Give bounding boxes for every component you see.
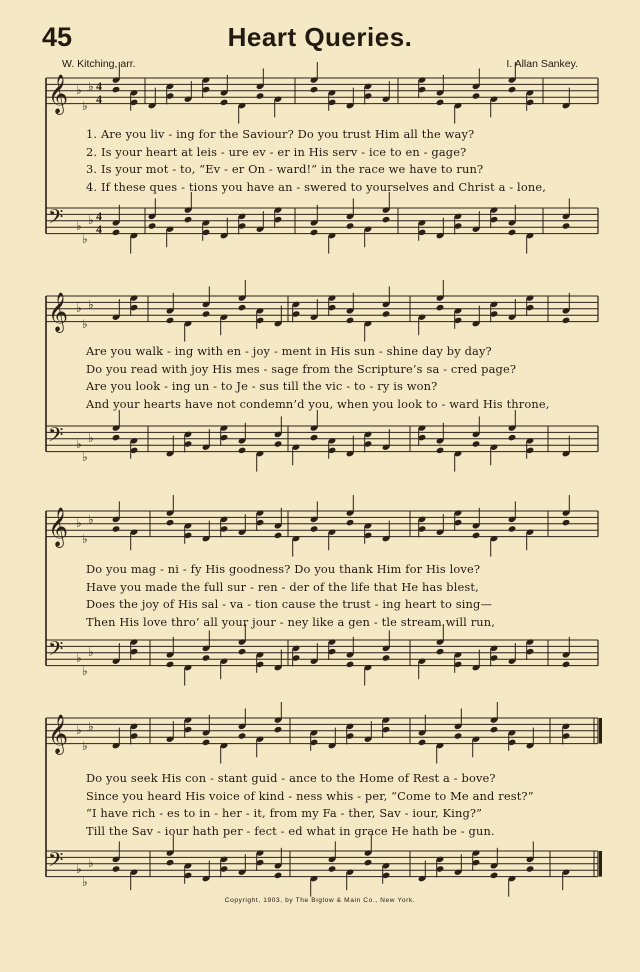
note-head xyxy=(256,92,265,99)
lyric-line: Since you heard His voice of kind - ness whis - per, “Come to Me and rest?” xyxy=(86,788,534,803)
note-head xyxy=(526,865,535,872)
note-head xyxy=(346,519,355,526)
flat-sign: ♭ xyxy=(88,430,94,445)
lyric-line: Do you seek His con - stant guid - ance to the Home of Rest a - bove? xyxy=(86,771,496,785)
note-head xyxy=(436,447,445,454)
note-head xyxy=(310,86,319,93)
treble-clef: 𝄞 xyxy=(48,714,69,754)
note-head xyxy=(346,222,355,229)
note-head xyxy=(274,726,283,733)
lyric-line: Do you mag - ni - fy His goodness? Do you thank Him for His love? xyxy=(86,562,481,576)
note-head xyxy=(346,661,355,668)
bass-clef: 𝄢 xyxy=(48,637,64,665)
note-head xyxy=(274,872,283,879)
note-head xyxy=(220,99,229,106)
flat-sign: ♭ xyxy=(76,515,82,530)
note-head xyxy=(454,732,463,739)
flat-sign: ♭ xyxy=(88,512,94,527)
lyric-line: Are you walk - ing with en - joy - ment in His sun - shine day by day? xyxy=(86,344,492,358)
note-head xyxy=(472,532,481,539)
lyric-line: Then His love thro’ all your jour - ney like a gen - tle stream will run, xyxy=(86,614,496,629)
note-head xyxy=(310,525,319,532)
note-head xyxy=(112,865,121,872)
note-head xyxy=(508,86,517,93)
treble-clef: 𝄞 xyxy=(48,74,69,114)
flat-sign: ♭ xyxy=(76,651,82,666)
note-head xyxy=(238,304,247,311)
lyric-line: Are you look - ing un - to Je - sus till the vic - to - ry is won? xyxy=(86,379,438,394)
lyric-line: Have you made the full sur - ren - der of the life that He has blest, xyxy=(86,579,479,594)
flat-sign: ♭ xyxy=(88,855,94,870)
lyric-line: 4. If these ques - tions you have an - swered to yourselves and Christ a - lone, xyxy=(86,179,546,194)
note-head xyxy=(112,229,121,236)
lyric-line: 1. Are you liv - ing for the Saviour? Do you trust Him all the way? xyxy=(86,127,475,141)
flat-sign: ♭ xyxy=(82,664,88,678)
composer-credit: I. Allan Sankey. xyxy=(506,58,578,70)
time-signature: 4 xyxy=(96,92,102,106)
note-head xyxy=(274,440,283,447)
note-head xyxy=(562,317,571,324)
note-head xyxy=(166,859,175,866)
flat-sign: ♭ xyxy=(76,437,82,452)
bass-clef: 𝄢 xyxy=(48,848,64,876)
flat-sign: ♭ xyxy=(76,219,82,234)
flat-sign: ♭ xyxy=(76,862,82,877)
lyric-line: 2. Is your heart at leis - ure ev - er in His serv - ice to en - gage? xyxy=(86,144,467,159)
flat-sign: ♭ xyxy=(82,450,88,464)
note-head xyxy=(508,525,517,532)
treble-clef: 𝄞 xyxy=(48,292,69,332)
note-head xyxy=(562,222,571,229)
note-head xyxy=(310,434,319,441)
note-head xyxy=(112,86,121,93)
note-head xyxy=(490,872,499,879)
note-head xyxy=(148,222,157,229)
arranger-credit: W. Kitching, arr. xyxy=(62,58,136,70)
note-head xyxy=(328,865,337,872)
lyric-line: And your hearts have not condemn’d you, when you look to - ward His throne, xyxy=(86,396,550,411)
note-head xyxy=(490,726,499,733)
note-head xyxy=(166,661,175,668)
note-head xyxy=(274,532,283,539)
flat-sign: ♭ xyxy=(82,316,88,331)
note-head xyxy=(202,310,211,317)
note-head xyxy=(436,304,445,311)
note-head xyxy=(472,92,481,99)
hymn-title: Heart Queries. xyxy=(227,22,413,52)
lyric-line: Till the Sav - iour hath per - fect - ed what in grace He hath be - gun. xyxy=(86,823,495,838)
note-head xyxy=(202,739,211,746)
note-head xyxy=(238,648,247,655)
lyric-line: Do you read with joy His mes - sage from the Scripture’s sa - cred page? xyxy=(86,361,517,376)
note-head xyxy=(382,310,391,317)
note-head xyxy=(166,519,175,526)
note-head xyxy=(508,434,517,441)
note-head xyxy=(382,654,391,661)
note-head xyxy=(346,317,355,324)
note-head xyxy=(508,229,517,236)
note-head xyxy=(238,447,247,454)
note-head xyxy=(202,654,211,661)
flat-sign: ♭ xyxy=(82,531,88,546)
final-bar-thick xyxy=(599,718,602,744)
flat-sign: ♭ xyxy=(88,644,94,659)
note-head xyxy=(310,229,319,236)
note-head xyxy=(472,440,481,447)
note-head xyxy=(418,739,427,746)
flat-sign: ♭ xyxy=(82,738,88,753)
flat-sign: ♭ xyxy=(76,722,82,737)
flat-sign: ♭ xyxy=(82,875,88,889)
flat-sign: ♭ xyxy=(82,232,88,246)
flat-sign: ♭ xyxy=(88,212,94,227)
note-head xyxy=(238,732,247,739)
treble-clef: 𝄞 xyxy=(48,507,69,547)
note-head xyxy=(112,434,121,441)
note-head xyxy=(436,648,445,655)
time-signature: 4 xyxy=(96,209,102,223)
note-head xyxy=(436,99,445,106)
note-head xyxy=(382,216,391,223)
note-head xyxy=(562,519,571,526)
bass-clef: 𝄢 xyxy=(48,423,64,451)
lyric-line: “I have rich - es to in - her - it, from my Fa - ther, Sav - iour, King?” xyxy=(86,806,483,821)
hymn-number: 45 xyxy=(42,22,73,52)
note-head xyxy=(184,216,193,223)
lyric-line: Does the joy of His sal - va - tion cause the trust - ing heart to sing— xyxy=(86,597,493,612)
copyright-notice: Copyright, 1903, by The Biglow & Main Co., New York. xyxy=(224,897,416,904)
flat-sign: ♭ xyxy=(88,79,94,94)
time-signature: 4 xyxy=(96,222,102,236)
note-head xyxy=(112,525,121,532)
note-head xyxy=(562,661,571,668)
flat-sign: ♭ xyxy=(88,719,94,734)
final-bar-thick xyxy=(599,851,602,877)
time-signature: 4 xyxy=(96,79,102,93)
note-head xyxy=(364,859,373,866)
lyric-line: 3. Is your mot - to, “Ev - er On - ward!” in the race we have to run? xyxy=(86,162,484,177)
flat-sign: ♭ xyxy=(76,300,82,315)
bass-clef: 𝄢 xyxy=(48,205,64,233)
flat-sign: ♭ xyxy=(82,98,88,113)
flat-sign: ♭ xyxy=(88,297,94,312)
note-head xyxy=(166,317,175,324)
flat-sign: ♭ xyxy=(76,82,82,97)
